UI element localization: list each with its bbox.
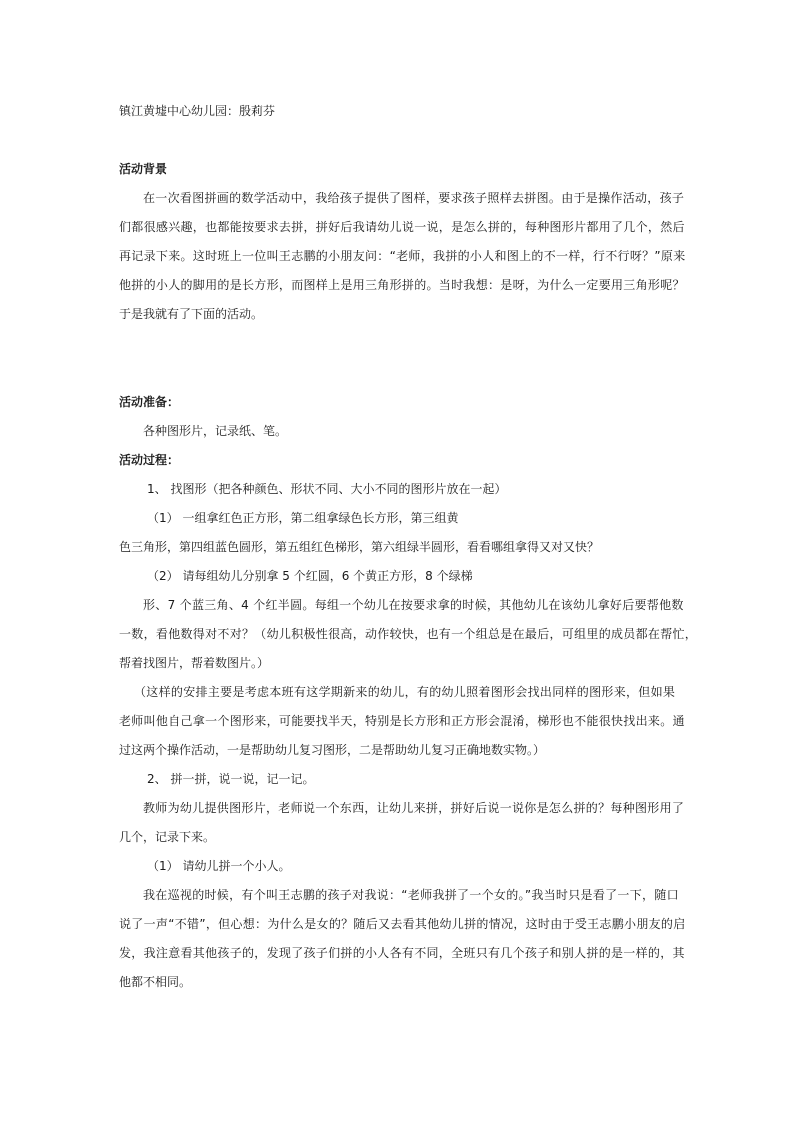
background-paragraph-line: 再记录下来。这时班上一位叫王志鹏的小朋友问：“老师，我拼的小人和图上的不一样，行不行呀？”原来 <box>119 249 686 263</box>
story-paragraph-line: 发，我注意看其他孩子的，发现了孩子们拼的小人各有不同，全班只有几个孩子和别人拼的是一样的，其 <box>119 946 685 960</box>
background-paragraph-line: 于是我就有了下面的活动。 <box>119 307 264 321</box>
author-line: 镇江黄墟中心幼儿园：殷莉芬 <box>119 104 276 118</box>
preparation-heading: 活动准备： <box>119 395 180 409</box>
step-1-item-2-continued: 一数，看他数得对不对？（幼儿积极性很高，动作较快，也有一个组总是在最后，可组里的成员都在帮忙， <box>119 627 698 641</box>
note-paragraph-line: （这样的安排主要是考虑本班有这学期新来的幼儿，有的幼儿照着图形会找出同样的图形来，但如果 <box>134 685 676 699</box>
note-paragraph-line: 过这两个操作活动，一是帮助幼儿复习图形，二是帮助幼儿复习正确地数实物。） <box>119 743 546 757</box>
background-heading: 活动背景 <box>119 162 168 176</box>
step-2-paragraph-line: 几个，记录下来。 <box>119 830 216 844</box>
step-1-item-2-continued: 形、7 个蓝三角、4 个红半圆。每组一个幼儿在按要求拿的时候，其他幼儿在该幼儿拿好后要帮他数 <box>143 598 684 612</box>
step-1-item-2-continued: 帮着找图片，帮着数图片。） <box>119 656 270 670</box>
process-heading: 活动过程： <box>119 453 180 467</box>
step-1-item-1: （1） 一组拿红色正方形，第二组拿绿色长方形，第三组黄 <box>147 511 459 525</box>
background-paragraph-line: 们都很感兴趣，也都能按要求去拼，拼好后我请幼儿说一说，是怎么拼的，每种图形片都用了几个，然后 <box>119 220 685 234</box>
story-paragraph-line: 说了一声“不错”，但心想：为什么是女的？随后又去看其他幼儿拼的情况，这时由于受王志鹏小朋友的启 <box>119 917 686 931</box>
background-paragraph-line: 在一次看图拼画的数学活动中，我给孩子提供了图样，要求孩子照样去拼图。由于是操作活动，孩子 <box>143 191 685 205</box>
step-2-item-1: （1） 请幼儿拼一个小人。 <box>147 859 291 873</box>
step-1-title: 1、 找图形（把各种颜色、形状不同、大小不同的图形片放在一起） <box>147 482 507 496</box>
story-paragraph-line: 我在巡视的时候，有个叫王志鹏的孩子对我说：“老师我拼了一个女的。”我当时只是看了一下，随口 <box>143 888 679 902</box>
preparation-text: 各种图形片，记录纸、笔。 <box>143 424 288 438</box>
step-2-paragraph-line: 教师为幼儿提供图形片，老师说一个东西，让幼儿来拼，拼好后说一说你是怎么拼的？每种图形用了 <box>143 801 685 815</box>
step-1-item-2: （2） 请每组幼儿分别拿 5 个红圆，6 个黄正方形，8 个绿梯 <box>147 569 473 583</box>
step-1-item-1-continued: 色三角形，第四组蓝色圆形，第五组红色梯形，第六组绿半圆形，看看哪组拿得又对又快？ <box>119 540 600 554</box>
background-paragraph-line: 他拼的小人的脚用的是长方形，而图样上是用三角形拼的。当时我想：是呀，为什么一定要用三角形呢？ <box>119 278 685 292</box>
story-paragraph-line: 他都不相同。 <box>119 975 192 989</box>
note-paragraph-line: 老师叫他自己拿一个图形来，可能要找半天，特别是长方形和正方形会混淆，梯形也不能很快找出来。通 <box>119 714 685 728</box>
step-2-title: 2、 拼一拼，说一说，记一记。 <box>147 772 315 786</box>
